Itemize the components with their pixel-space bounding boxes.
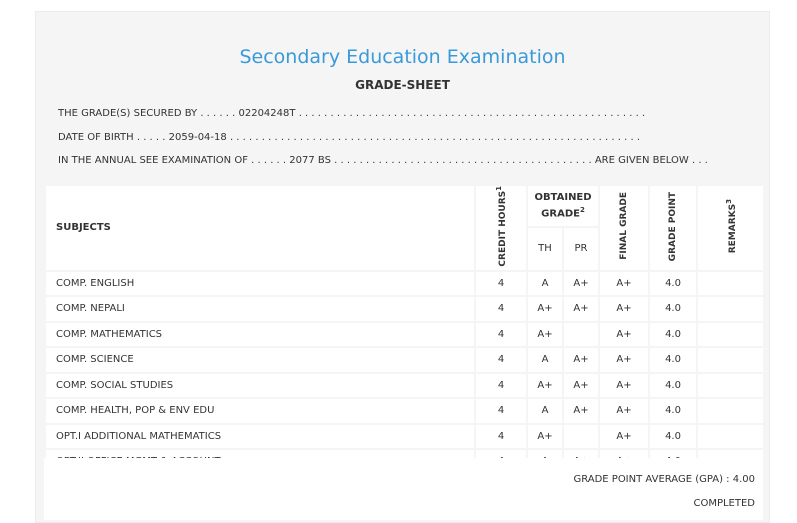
final-grade: A+ [599,398,649,424]
header-gp-label: GRADE POINT [668,191,679,261]
grade-th: A+ [527,322,563,348]
credit-hours: 4 [475,322,527,348]
final-grade: A+ [599,373,649,399]
obtained-footnote: 2 [579,206,585,215]
header-obtained-label: OBTAINED GRADE [534,192,592,220]
subject-name: COMP. NEPALI [45,296,475,322]
grades-table [44,184,765,476]
credit-hours: 4 [475,398,527,424]
grade-th: A [527,398,563,424]
remarks [697,424,764,450]
exam-dots: . . . . . . . . . . . . . . . . . . . . . . . . . . . . . . . . . . . . . . . . . [334,155,592,166]
secured-by-dots: . . . . . . . . . . . . . . . . . . . . . . . . . . . . . . . . . . . . . . . . . . . . . . . . . . . . . . . [298,108,646,119]
header-subjects: SUBJECTS [45,185,475,271]
table-row [45,296,764,322]
grade-pr: A+ [563,373,599,399]
header-remarks [697,185,764,271]
grade-pr: A+ [563,296,599,322]
gpa-label: GRADE POINT AVERAGE (GPA) : [573,474,730,485]
exam-title: Secondary Education Examination [239,46,566,68]
dob-dots: . . . . . . . . . . . . . . . . . . . . . . . . . . . . . . . . . . . . . . . . . . . . . . . . . . . . . . . . . . . . . . . . . [229,132,641,143]
grade-point: 4.0 [649,424,697,450]
credit-footnote: 1 [495,186,503,191]
completion-status: COMPLETED [693,498,755,509]
subject-name: COMP. HEALTH, POP & ENV EDU [45,398,475,424]
credit-hours: 4 [475,424,527,450]
subject-name: COMP. ENGLISH [45,271,475,297]
credit-hours: 4 [475,373,527,399]
final-grade: A+ [599,347,649,373]
exam-suffix: ARE GIVEN BELOW . . . [594,155,708,166]
exam-line [58,155,708,166]
credit-hours: 4 [475,296,527,322]
grade-sheet [35,11,770,523]
table-row [45,424,764,450]
subject-name: COMP. SOCIAL STUDIES [45,373,475,399]
grade-point: 4.0 [649,322,697,348]
header-pr: PR [563,227,599,270]
header-credit-hours [475,185,527,271]
table-row [45,271,764,297]
header-credit-label: CREDIT HOURS [498,190,508,267]
remarks [697,398,764,424]
grade-pr [563,424,599,450]
grade-pr: A+ [563,347,599,373]
header-grade-point [649,185,697,271]
exam-year: 2077 BS [289,155,331,166]
remarks [697,271,764,297]
remarks [697,347,764,373]
subject-name: COMP. MATHEMATICS [45,322,475,348]
header-final-label: FINAL GRADE [619,192,630,261]
exam-label: IN THE ANNUAL SEE EXAMINATION OF . . . . . . [58,155,287,166]
table-row [45,373,764,399]
grade-point: 4.0 [649,271,697,297]
remarks-footnote: 3 [724,199,733,205]
gpa-value: 4.00 [732,474,755,485]
grade-point: 4.0 [649,296,697,322]
final-grade: A+ [599,296,649,322]
grade-point: 4.0 [649,373,697,399]
secured-by-label: THE GRADE(S) SECURED BY . . . . . . [58,108,236,119]
sheet-subtitle: GRADE-SHEET [355,78,450,92]
grade-pr: A+ [563,271,599,297]
header-final-grade [599,185,649,271]
credit-hours: 4 [475,347,527,373]
gpa-line [573,474,755,485]
credit-hours: 4 [475,271,527,297]
header-th: TH [527,227,563,270]
remarks [697,296,764,322]
symbol-number: 02204248T [238,108,296,119]
grade-th: A [527,271,563,297]
grade-th: A+ [527,424,563,450]
final-grade: A+ [599,271,649,297]
final-grade: A+ [599,424,649,450]
grade-th: A+ [527,296,563,322]
header-obtained-grade [527,185,599,227]
grade-th: A [527,347,563,373]
dob-line [58,132,640,143]
subject-name: COMP. SCIENCE [45,347,475,373]
dob-value: 2059-04-18 [168,132,227,143]
grade-point: 4.0 [649,347,697,373]
table-row [45,347,764,373]
remarks [697,373,764,399]
grade-point: 4.0 [649,398,697,424]
summary-area [44,458,763,520]
grade-pr: A+ [563,398,599,424]
grade-pr [563,322,599,348]
subject-name: OPT.I ADDITIONAL MATHEMATICS [45,424,475,450]
header-remarks-label: REMARKS [727,204,738,254]
secured-by-line [58,108,645,119]
table-row [45,398,764,424]
final-grade: A+ [599,322,649,348]
table-row [45,322,764,348]
grade-th: A+ [527,373,563,399]
remarks [697,322,764,348]
dob-label: DATE OF BIRTH . . . . . [58,132,166,143]
